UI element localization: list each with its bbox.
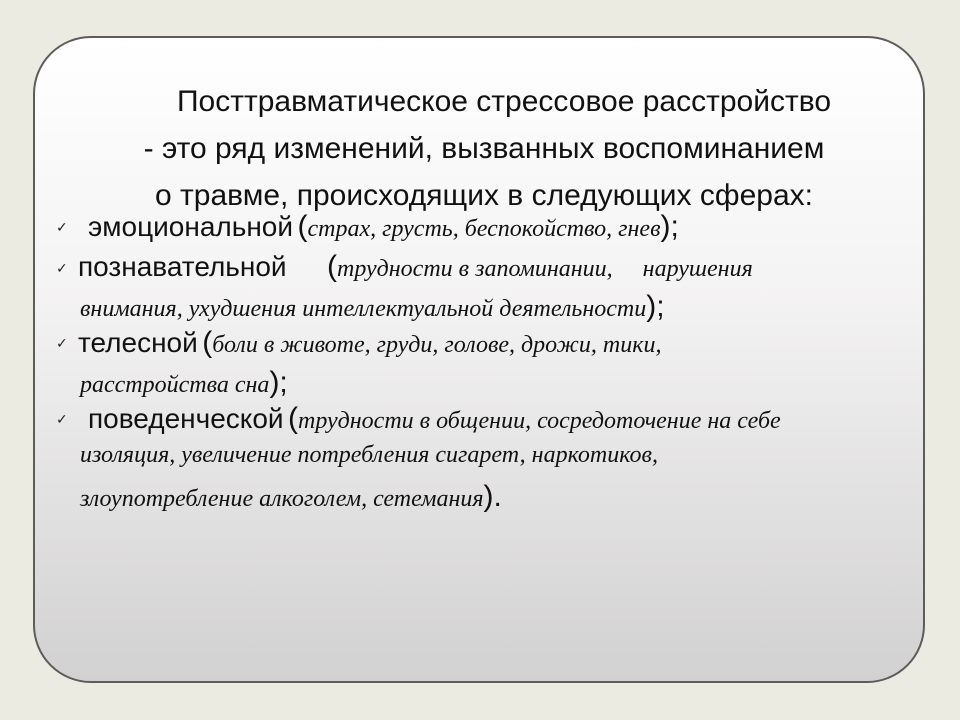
- bullet-detail: трудности в общении, сосредоточение на себе: [298, 408, 781, 434]
- bullet-open-paren: (: [202, 326, 213, 359]
- bullet-detail: боли в животе, груди, голове, дрожи, тики,: [212, 332, 662, 358]
- bullet-label: познавательной: [78, 251, 287, 282]
- bullet-detail: расстройства сна: [80, 372, 270, 398]
- bullet-close-paren: );: [269, 366, 288, 399]
- intro-line: Посттравматическое стрессовое расстройство: [176, 85, 832, 118]
- bullet-close-paren: );: [646, 290, 665, 323]
- bullet-item-behavioral: [88, 402, 781, 436]
- bullet-open-paren: (: [288, 402, 299, 435]
- checkmark-icon: ✓: [56, 220, 68, 236]
- intro-paragraph: [40, 78, 928, 219]
- intro-line: - это ряд изменений, вызванных воспоминанием: [143, 132, 825, 165]
- bullet-item-cognitive-cont: [80, 290, 665, 324]
- bullet-detail: внимания, ухудшения интеллектуальной деятельности: [80, 296, 647, 322]
- bullet-item-somatic-cont: [80, 366, 288, 400]
- bullet-close-paren: );: [660, 210, 679, 243]
- bullet-item-behavioral-cont: [80, 442, 658, 469]
- bullet-open-paren: (: [327, 250, 338, 283]
- bullet-item-cognitive: [78, 250, 753, 284]
- checkmark-icon: ✓: [56, 336, 68, 352]
- bullet-label: эмоциональной: [88, 211, 293, 242]
- bullet-open-paren: (: [297, 210, 308, 243]
- bullet-label: телесной: [78, 327, 198, 358]
- checkmark-icon: ✓: [56, 261, 68, 277]
- bullet-close-paren: ).: [483, 480, 502, 513]
- bullet-item-behavioral-cont: [80, 480, 502, 514]
- bullet-label: поведенческой: [88, 403, 284, 434]
- bullet-detail: страх, грусть, беспокойство, гнев: [307, 216, 661, 242]
- intro-line: о травме, происходящих в следующих сферах:: [155, 179, 813, 212]
- bullet-item-emotional: [88, 210, 679, 244]
- bullet-detail: изоляция, увеличение потребления сигарет, наркотиков,: [80, 442, 658, 468]
- bullet-item-somatic: [78, 326, 661, 360]
- bullet-detail: трудности в запоминании, нарушения: [337, 256, 753, 282]
- checkmark-icon: ✓: [56, 412, 68, 428]
- bullet-detail: злоупотребление алкоголем, сетемания: [80, 486, 484, 512]
